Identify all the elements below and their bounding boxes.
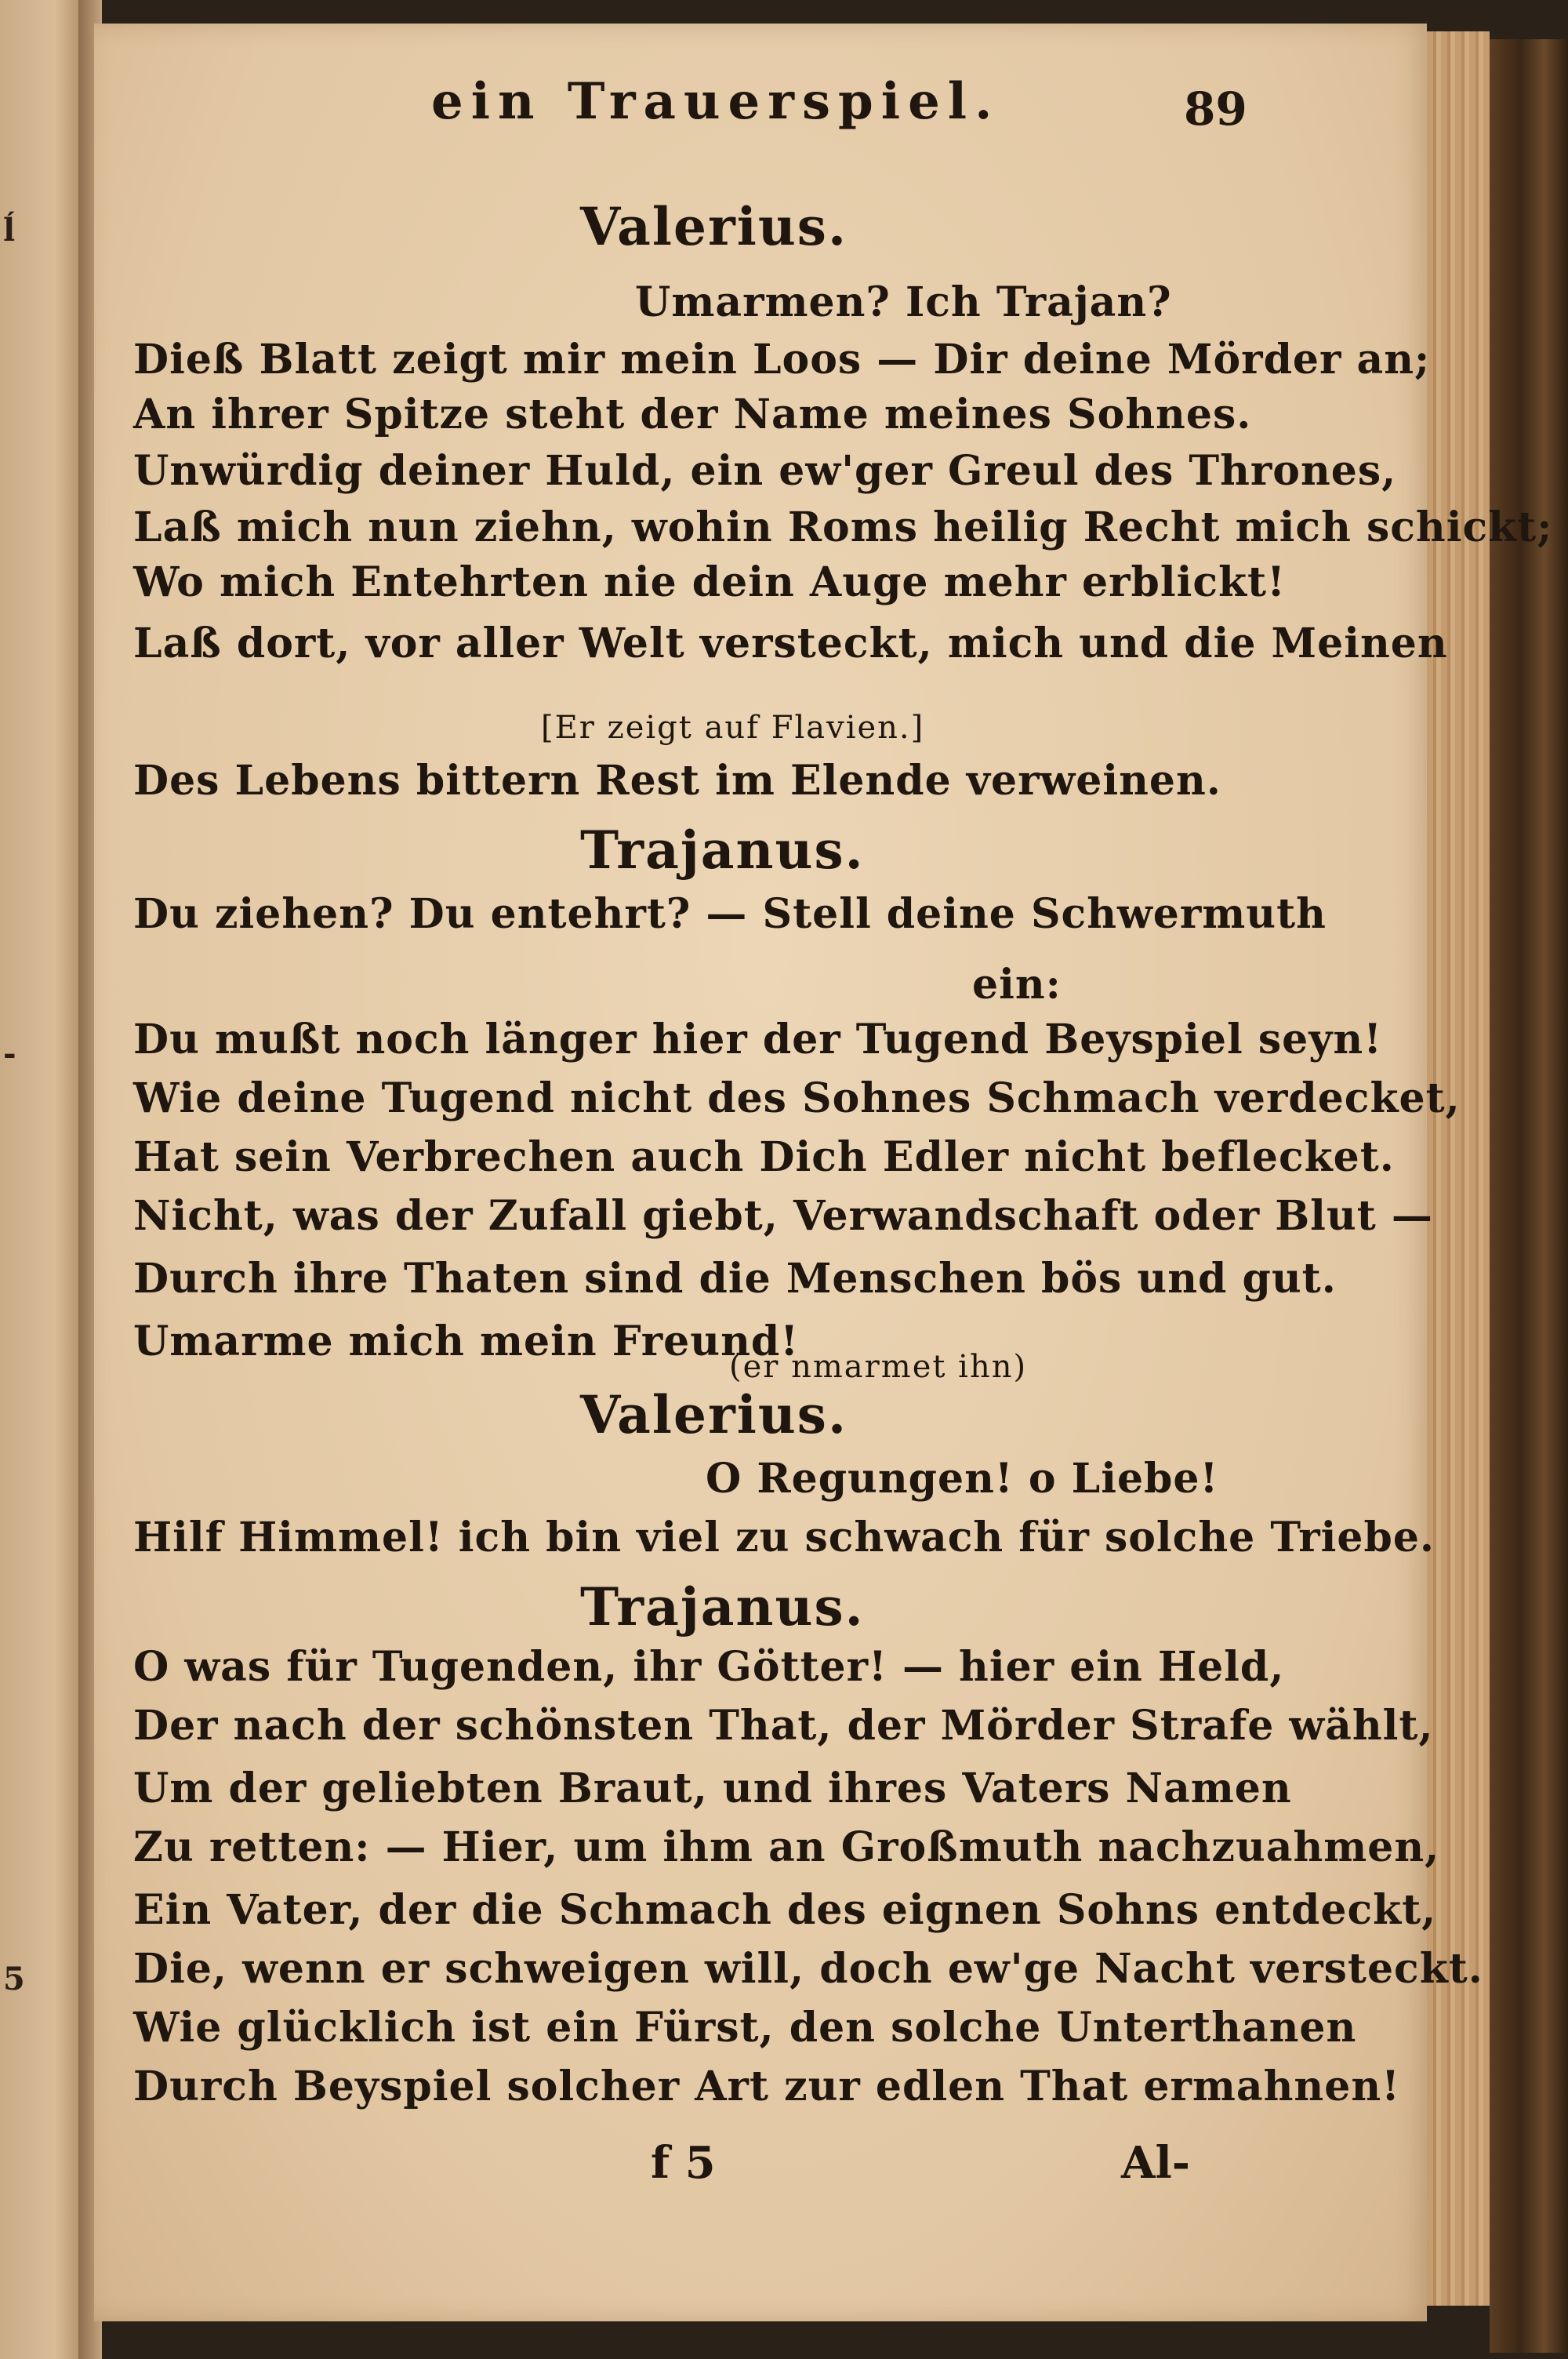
catchword: Al- xyxy=(1121,2137,1190,2189)
verse-line: Du mußt noch länger hier der Tugend Beyspiel seyn! xyxy=(133,1016,1383,1063)
page-content xyxy=(133,0,1553,2359)
verse-line: Durch Beyspiel solcher Art zur edlen That ermahnen! xyxy=(133,2063,1400,2110)
verse-line: Wie deine Tugend nicht des Sohnes Schmach verdecket, xyxy=(133,1074,1461,1122)
verse-line: Durch ihre Thaten sind die Menschen bös und gut. xyxy=(133,1255,1337,1303)
stage-direction: (er nmarmet ihn) xyxy=(729,1349,1028,1385)
verse-line: ein: xyxy=(972,961,1062,1009)
verse-line: Hilf Himmel! ich bin viel zu schwach für solche Triebe. xyxy=(133,1514,1436,1561)
verse-line: Laß dort, vor aller Welt versteckt, mich und die Meinen xyxy=(133,620,1448,667)
verse-line: Dieß Blatt zeigt mir mein Loos — Dir deine Mörder an; xyxy=(133,336,1431,383)
verse-line: Wo mich Entehrten nie dein Auge mehr erblickt! xyxy=(133,558,1286,606)
verse-line: Umarme mich mein Freund! xyxy=(133,1318,800,1365)
signature-mark: f 5 xyxy=(651,2137,716,2189)
running-title: ein Trauerspiel. xyxy=(431,72,1000,131)
verse-line: An ihrer Spitze steht der Name meines Sohnes. xyxy=(133,391,1252,438)
stage-direction: [Er zeigt auf Flavien.] xyxy=(541,710,925,746)
verse-line: Ein Vater, der die Schmach des eignen Sohns entdeckt, xyxy=(133,1886,1437,1934)
verse-line: Zu retten: — Hier, um ihm an Großmuth nachzuahmen, xyxy=(133,1823,1440,1871)
speaker-name: Valerius. xyxy=(580,196,848,257)
speaker-name: Trajanus. xyxy=(580,820,865,881)
margin-mark: 5 xyxy=(3,1961,25,1997)
verse-line: Des Lebens bittern Rest im Elende verweinen. xyxy=(133,757,1221,805)
verse-line: Laß mich nun ziehn, wohin Roms heilig Recht mich schickt; xyxy=(133,503,1553,551)
book-cover xyxy=(1490,39,1568,2353)
verse-line: Unwürdig deiner Huld, ein ew'ger Greul des Thrones, xyxy=(133,447,1397,495)
verse-line: Um der geliebten Braut, und ihres Vaters Namen xyxy=(133,1765,1292,1812)
verse-line: Der nach der schönsten That, der Mörder Strafe wählt, xyxy=(133,1702,1434,1750)
left-page-edge xyxy=(0,0,78,2359)
speaker-name: Valerius. xyxy=(580,1384,848,1445)
verse-line: Die, wenn er schweigen will, doch ew'ge Nacht versteckt. xyxy=(133,1945,1483,1993)
verse-line: Umarmen? Ich Trajan? xyxy=(635,278,1172,326)
page-number: 89 xyxy=(1184,82,1247,136)
verse-line: Nicht, was der Zufall giebt, Verwandschaft oder Blut — xyxy=(133,1192,1433,1240)
margin-mark: ĺ xyxy=(3,212,16,249)
verse-line: O was für Tugenden, ihr Götter! — hier ein Held, xyxy=(133,1643,1285,1691)
verse-line: Hat sein Verbrechen auch Dich Edler nicht beflecket. xyxy=(133,1133,1395,1181)
verse-line: Wie glücklich ist ein Fürst, den solche Unterthanen xyxy=(133,2004,1357,2052)
speaker-name: Trajanus. xyxy=(580,1576,865,1637)
margin-mark: - xyxy=(3,1035,16,1072)
verse-line: Du ziehen? Du entehrt? — Stell deine Schwermuth xyxy=(133,890,1327,938)
verse-line: O Regungen! o Liebe! xyxy=(706,1455,1219,1503)
